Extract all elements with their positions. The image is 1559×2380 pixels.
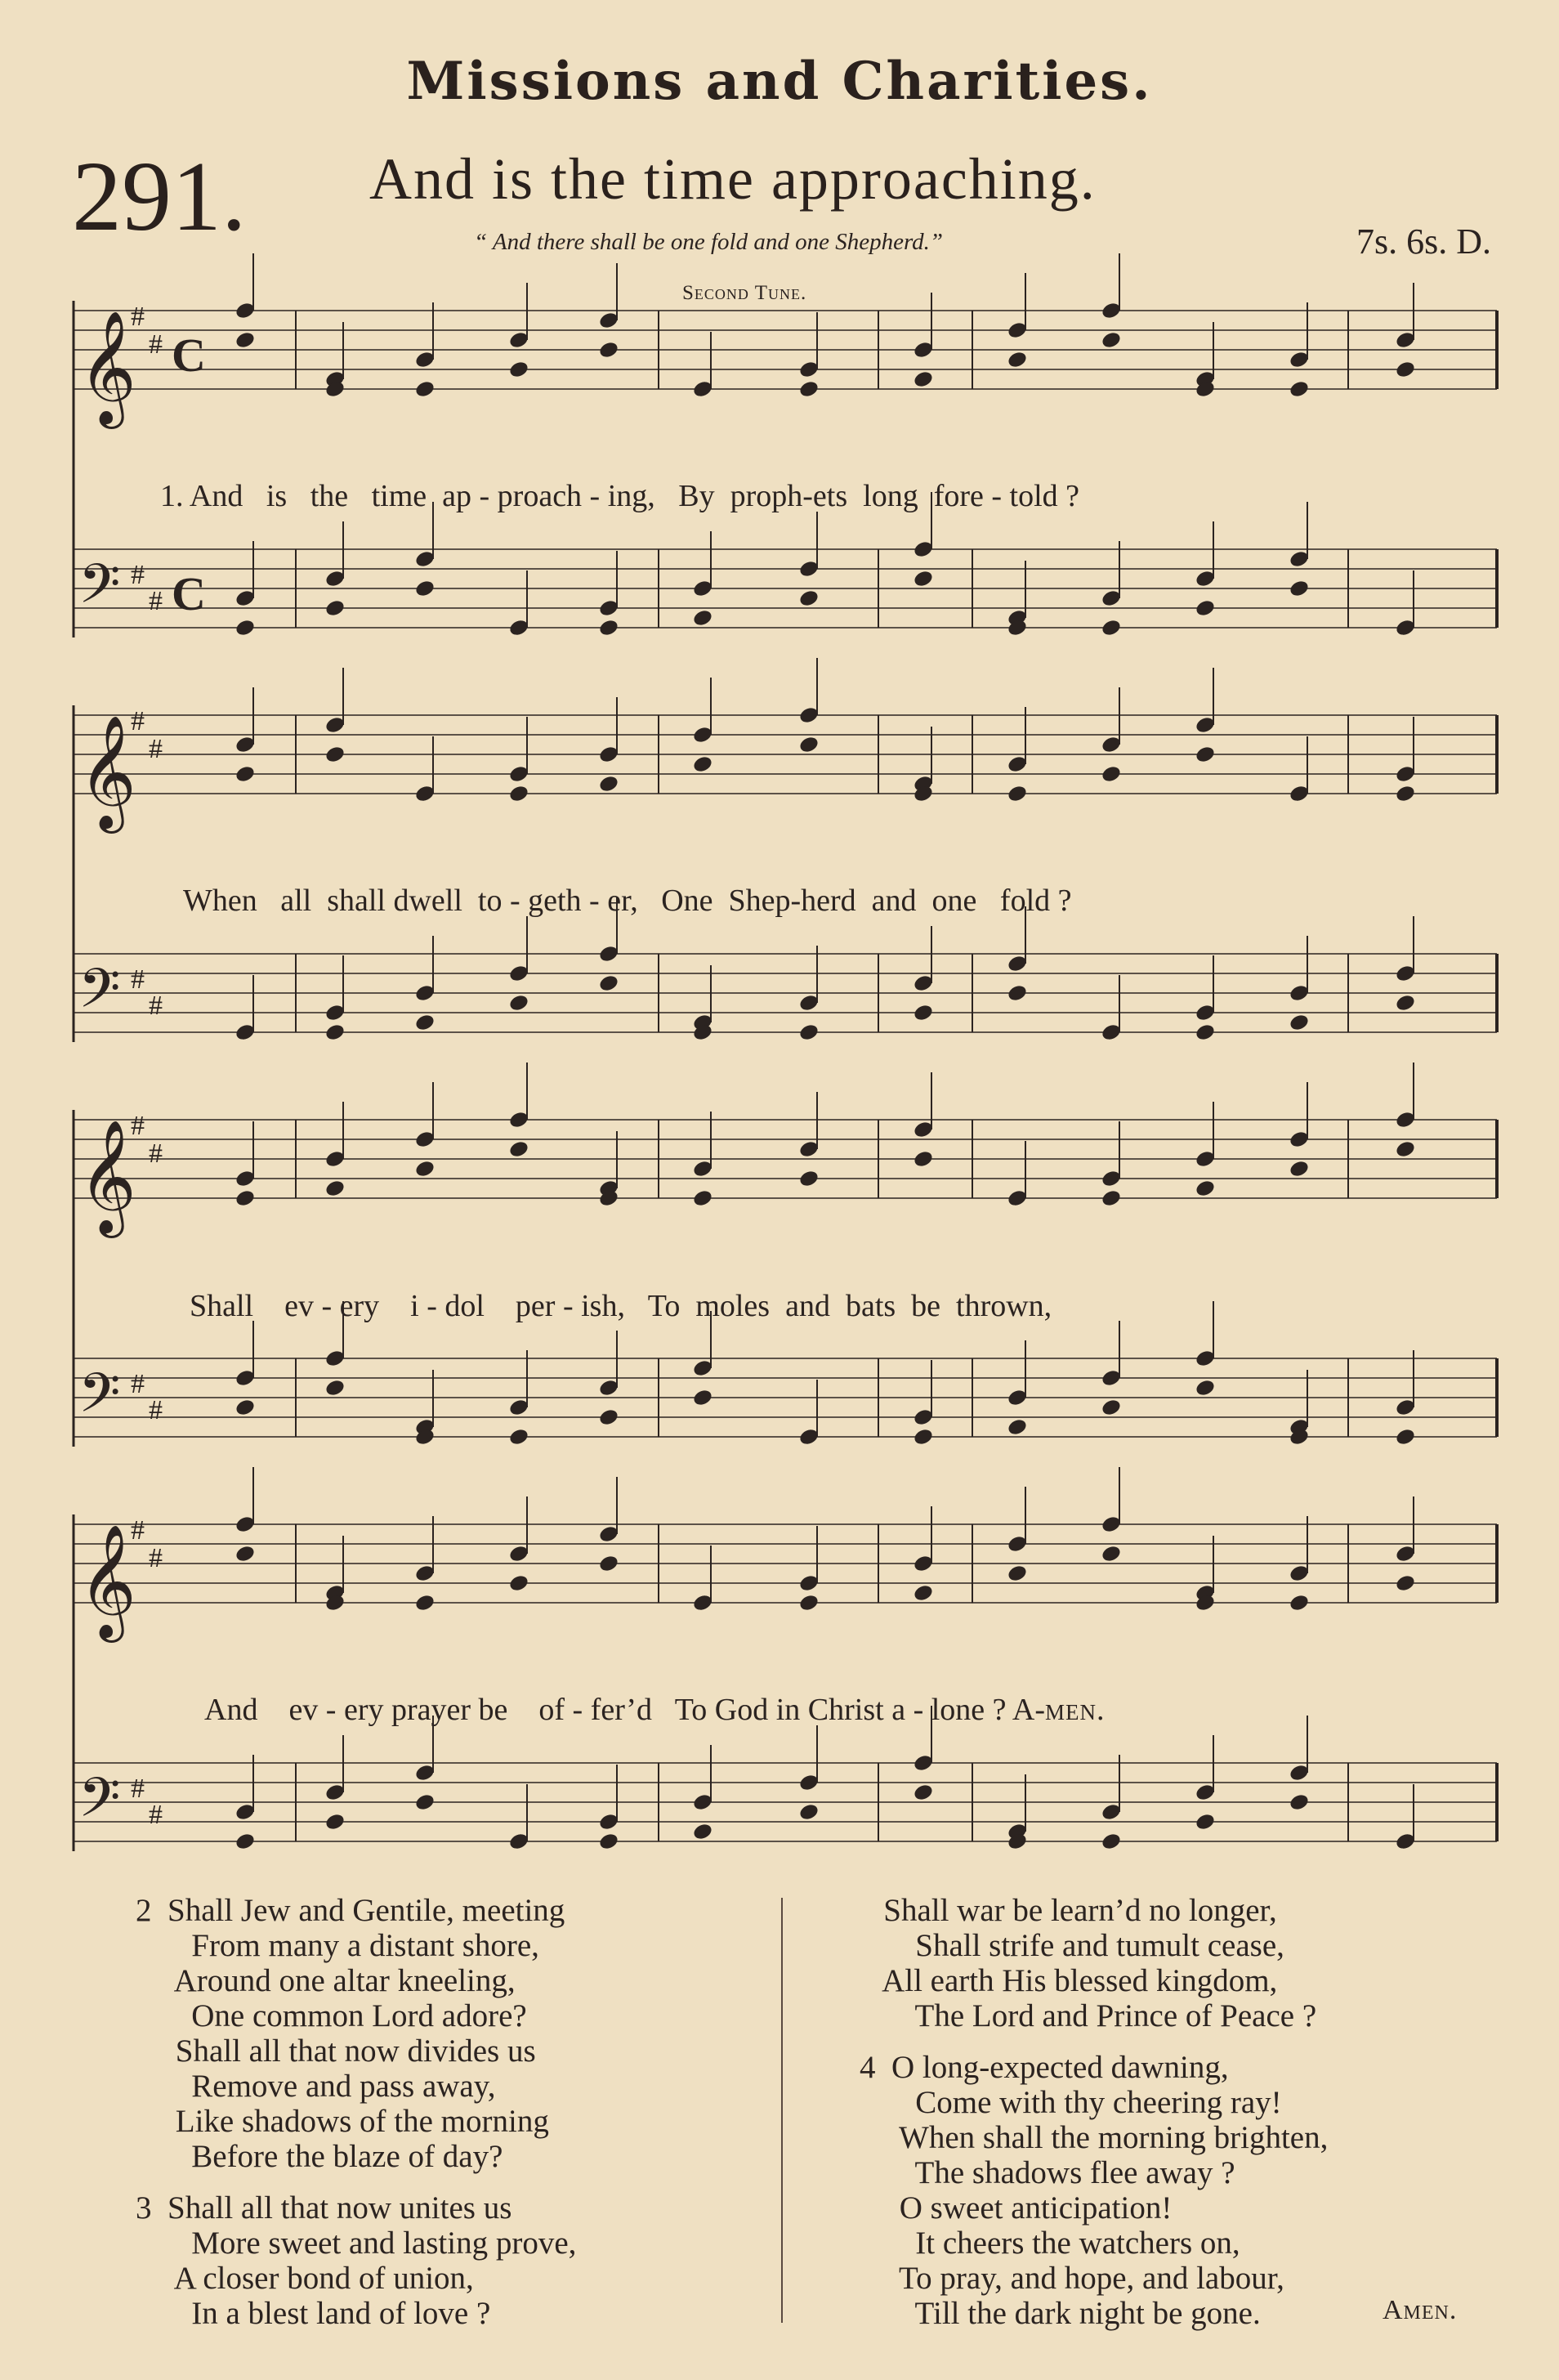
verse-line: Till the dark night be gone.: [860, 2296, 1261, 2331]
sharp-icon: #: [149, 734, 163, 764]
treble-clef-icon: 𝄞: [78, 1527, 136, 1635]
tune-label: Second Tune.: [682, 282, 807, 304]
verse-line: Before the blaze of day?: [136, 2139, 503, 2174]
note-head: [913, 569, 935, 588]
verse-line: Shall strife and tumult cease,: [860, 1928, 1284, 1963]
note-head: [598, 973, 620, 993]
section-title: Missions and Charities.: [406, 51, 1153, 112]
note-head: [692, 1822, 714, 1841]
note-head: [1289, 379, 1311, 399]
note-head: [1195, 1179, 1217, 1198]
note-head: [324, 1812, 346, 1832]
note-head: [913, 1003, 935, 1022]
common-time-icon: C: [172, 567, 206, 620]
hymn-title: And is the time approaching.: [369, 146, 1097, 212]
note-head: [508, 1139, 530, 1159]
note-head: [798, 735, 820, 754]
verse-line: A closer bond of union,: [136, 2261, 474, 2296]
bass-clef-icon: 𝄢: [78, 1365, 121, 1437]
sharp-icon: #: [149, 1800, 163, 1830]
verse-line: From many a distant shore,: [136, 1928, 539, 1963]
note-head: [798, 379, 820, 399]
note-head: [324, 1022, 346, 1042]
verse-line: Remove and pass away,: [136, 2069, 496, 2104]
note-head: [235, 1398, 257, 1417]
verse-line: Shall all that now divides us: [136, 2033, 536, 2069]
note-head: [1101, 618, 1123, 638]
note-head: [324, 1378, 346, 1398]
note-head: [1395, 784, 1417, 803]
verse-line: The Lord and Prince of Peace ?: [860, 1998, 1317, 2033]
note-head: [508, 360, 530, 379]
note-head: [414, 379, 436, 399]
column-divider: [781, 1898, 783, 2323]
note-head: [1101, 1398, 1123, 1417]
note-head: [235, 1832, 257, 1851]
verse-line: Like shadows of the morning: [136, 2104, 549, 2139]
verse-line: O sweet anticipation!: [860, 2190, 1173, 2226]
note-head: [598, 1554, 620, 1573]
note-head: [235, 618, 257, 638]
note-head: [1289, 1013, 1311, 1032]
note-head: [1101, 764, 1123, 784]
note-head: [1395, 1139, 1417, 1159]
note-head: [598, 774, 620, 794]
note-head: [798, 1022, 820, 1042]
note-head: [324, 598, 346, 618]
note-head: [1289, 1792, 1311, 1812]
sharp-icon: #: [131, 1515, 145, 1546]
note-head: [1395, 1573, 1417, 1593]
sung-amen: men.: [1045, 1693, 1106, 1727]
verse-line: When shall the morning brighten,: [860, 2120, 1329, 2155]
lyric-line-4: [204, 1692, 1528, 1728]
note-head: [913, 1427, 935, 1447]
bass-clef-icon: 𝄢: [78, 1769, 121, 1841]
verse-line: It cheers the watchers on,: [860, 2226, 1240, 2261]
note-head: [508, 993, 530, 1013]
treble-clef-icon: 𝄞: [78, 1122, 136, 1231]
verse-line: 4 O long-expected dawning,: [860, 2050, 1229, 2085]
epigraph: “ And there shall be one fold and one Shepherd.”: [474, 229, 944, 255]
note-head: [1195, 1812, 1217, 1832]
lyric-line-2: When all shall dwell to - geth - er, One Shep-herd and one fold ?: [183, 884, 1072, 918]
note-head: [508, 1427, 530, 1447]
bass-clef-icon: 𝄢: [78, 960, 121, 1032]
note-head: [1101, 1188, 1123, 1208]
sharp-icon: #: [149, 329, 163, 360]
note-head: [798, 588, 820, 608]
note-head: [1007, 983, 1029, 1003]
note-head: [1395, 1427, 1417, 1447]
verse-line: Come with thy cheering ray!: [860, 2085, 1282, 2120]
lyric-line-4-text: And ev - ery prayer be of - fer’d To God in Christ a - lone ? A-: [204, 1693, 1046, 1727]
note-head: [1395, 360, 1417, 379]
note-head: [692, 608, 714, 628]
note-head: [414, 1792, 436, 1812]
verse-line: More sweet and lasting prove,: [136, 2226, 577, 2261]
sharp-icon: #: [131, 1111, 145, 1141]
note-head: [1195, 745, 1217, 764]
note-head: [414, 1159, 436, 1179]
note-head: [798, 1802, 820, 1822]
note-head: [414, 1593, 436, 1613]
note-head: [798, 1593, 820, 1613]
sharp-icon: #: [149, 1139, 163, 1169]
note-head: [692, 1188, 714, 1208]
note-head: [235, 1544, 257, 1564]
note-head: [1101, 330, 1123, 350]
note-head: [1195, 598, 1217, 618]
note-head: [598, 1407, 620, 1427]
note-head: [324, 745, 346, 764]
note-head: [913, 369, 935, 389]
sharp-icon: #: [131, 560, 145, 590]
note-head: [913, 1149, 935, 1169]
lyric-line-1: 1. And is the time ap - proach - ing, By proph-ets long fore - told ?: [160, 479, 1080, 513]
closing-amen: Amen.: [1383, 2295, 1458, 2325]
note-head: [508, 784, 530, 803]
note-head: [913, 1783, 935, 1802]
note-head: [235, 764, 257, 784]
verse-line: One common Lord adore?: [136, 1998, 527, 2033]
note-head: [324, 1179, 346, 1198]
treble-clef-icon: 𝄞: [78, 313, 136, 422]
verse-line: 2 Shall Jew and Gentile, meeting: [136, 1893, 565, 1928]
verse-line: Shall war be learn’d no longer,: [860, 1893, 1277, 1928]
sharp-icon: #: [149, 586, 163, 616]
verse-line: 3 Shall all that now unites us: [136, 2190, 512, 2226]
note-head: [1007, 784, 1029, 803]
sharp-icon: #: [149, 1543, 163, 1573]
note-head: [1195, 1022, 1217, 1042]
note-head: [1007, 1417, 1029, 1437]
note-head: [414, 1013, 436, 1032]
verse-line: In a blest land of love ?: [136, 2296, 491, 2331]
verse-line: The shadows flee away ?: [860, 2155, 1235, 2190]
note-head: [1289, 1159, 1311, 1179]
common-time-icon: C: [172, 329, 206, 382]
treble-clef-icon: 𝄞: [78, 718, 136, 826]
note-head: [692, 1388, 714, 1407]
note-head: [598, 1832, 620, 1851]
sharp-icon: #: [131, 706, 145, 736]
verse-line: To pray, and hope, and labour,: [860, 2261, 1284, 2296]
note-head: [508, 1573, 530, 1593]
sharp-icon: #: [131, 302, 145, 332]
note-head: [1395, 993, 1417, 1013]
meter: 7s. 6s. D.: [1356, 221, 1492, 262]
note-head: [1195, 1378, 1217, 1398]
note-head: [235, 1188, 257, 1208]
note-head: [1007, 1564, 1029, 1583]
sharp-icon: #: [131, 964, 145, 995]
sharp-icon: #: [131, 1774, 145, 1804]
note-head: [598, 340, 620, 360]
note-head: [235, 330, 257, 350]
note-head: [1289, 1593, 1311, 1613]
note-head: [692, 754, 714, 774]
verse-line: Around one altar kneeling,: [136, 1963, 516, 1998]
note-head: [598, 618, 620, 638]
note-head: [913, 1583, 935, 1603]
note-head: [1101, 1832, 1123, 1851]
note-head: [798, 1169, 820, 1188]
sharp-icon: #: [131, 1369, 145, 1399]
note-head: [1101, 1544, 1123, 1564]
note-head: [1007, 350, 1029, 369]
note-head: [414, 579, 436, 598]
hymn-number: 291.: [72, 141, 247, 252]
sharp-icon: #: [149, 991, 163, 1021]
note-head: [1289, 579, 1311, 598]
verse-line: All earth His blessed kingdom,: [860, 1963, 1278, 1998]
lyric-line-3: Shall ev - ery i - dol per - ish, To moles and bats be thrown,: [190, 1289, 1052, 1323]
bass-clef-icon: 𝄢: [78, 556, 121, 628]
sharp-icon: #: [149, 1395, 163, 1425]
